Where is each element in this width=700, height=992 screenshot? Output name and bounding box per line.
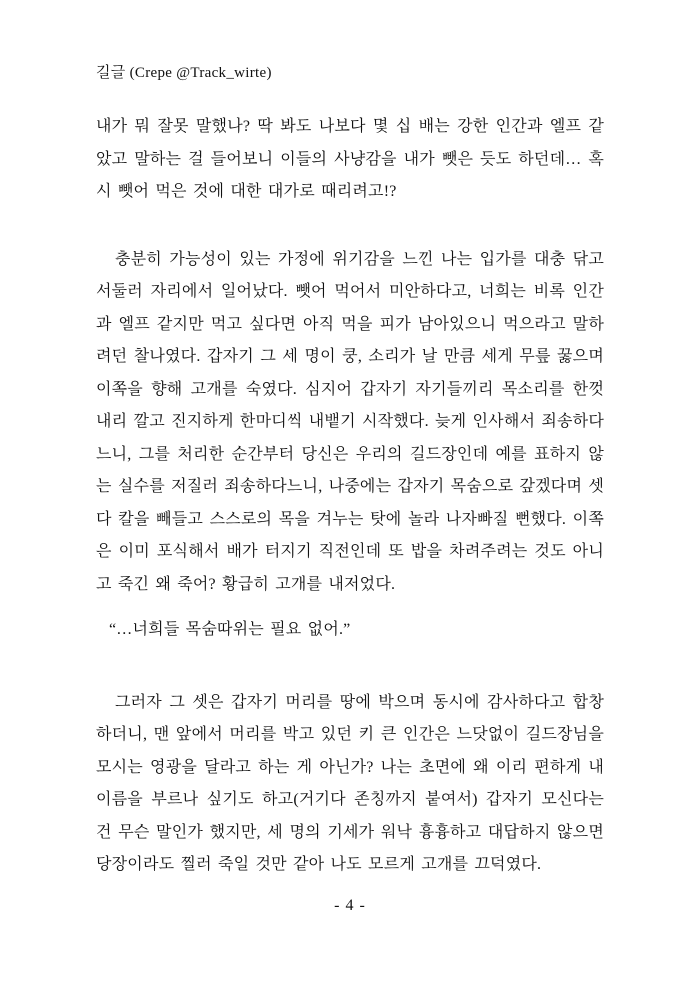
narrative-paragraph: 그러자 그 셋은 갑자기 머리를 땅에 박으며 동시에 감사하다고 합창하더니, 맨 앞에서 머리를 박고 있던 키 큰 인간은 느닷없이 길드장님을 모시는 영광을 달라고 하는 게 아닌가? 나는 초면에 왜 이리 편하게 내 이름을 부르나 싶기도 하고(거기다 존칭까지 붙여서) 갑자기 모신다는 건 무슨 말인가 했지만, 세 명의 기세가 워낙 흉흉하고 대답하지 않으면 당장이라도 찔러 죽일 것만 같아 나도 모르게 고개를 끄덕였다. — [96, 693, 604, 873]
text-content — [0, 62, 700, 882]
dialogue-line: “…너희들 목숨따위는 필요 없어.” — [109, 621, 351, 638]
author-byline: 길글 (Crepe @Track_wirte) — [96, 65, 272, 81]
page-number: - 4 - — [334, 897, 366, 914]
narrative-paragraph: 내가 뭐 잘못 말했나? 딱 봐도 나보다 몇 십 배는 강한 인간과 엘프 같았고 말하는 걸 들어보니 이들의 사냥감을 내가 뺏은 듯도 하던데… 혹시 뺏어 먹은 것에 대한 대가로 때리려고!? — [96, 118, 604, 200]
narrative-paragraph: 충분히 가능성이 있는 가정에 위기감을 느낀 나는 입가를 대충 닦고 서둘러 자리에서 일어났다. 뺏어 먹어서 미안하다고, 너희는 비록 인간과 엘프 같지만 먹고 싶다면 아직 먹을 피가 남아있으니 먹으라고 말하려던 찰나였다. 갑자기 그 세 명이 쿵, 소리가 날 만큼 세게 무릎 꿇으며 이쪽을 향해 고개를 숙였다. 심지어 갑자기 자기들끼리 목소리를 한껏 내리 깔고 진지하게 한마디씩 내뱉기 시작했다. 늦게 인사해서 죄송하다느니, 그를 처리한 순간부터 당신은 우리의 길드장인데 예를 표하지 않는 실수를 저질러 죄송하다느니, 나중에는 갑자기 목숨으로 갚겠다며 셋 다 칼을 빼들고 스스로의 목을 겨누는 탓에 놀라 나자빠질 뻔했다. 이쪽은 이미 포식해서 배가 터지기 직전인데 또 밥을 차려주려는 것도 아니고 죽긴 왜 죽어? 황급히 고개를 내저었다. — [96, 250, 604, 593]
